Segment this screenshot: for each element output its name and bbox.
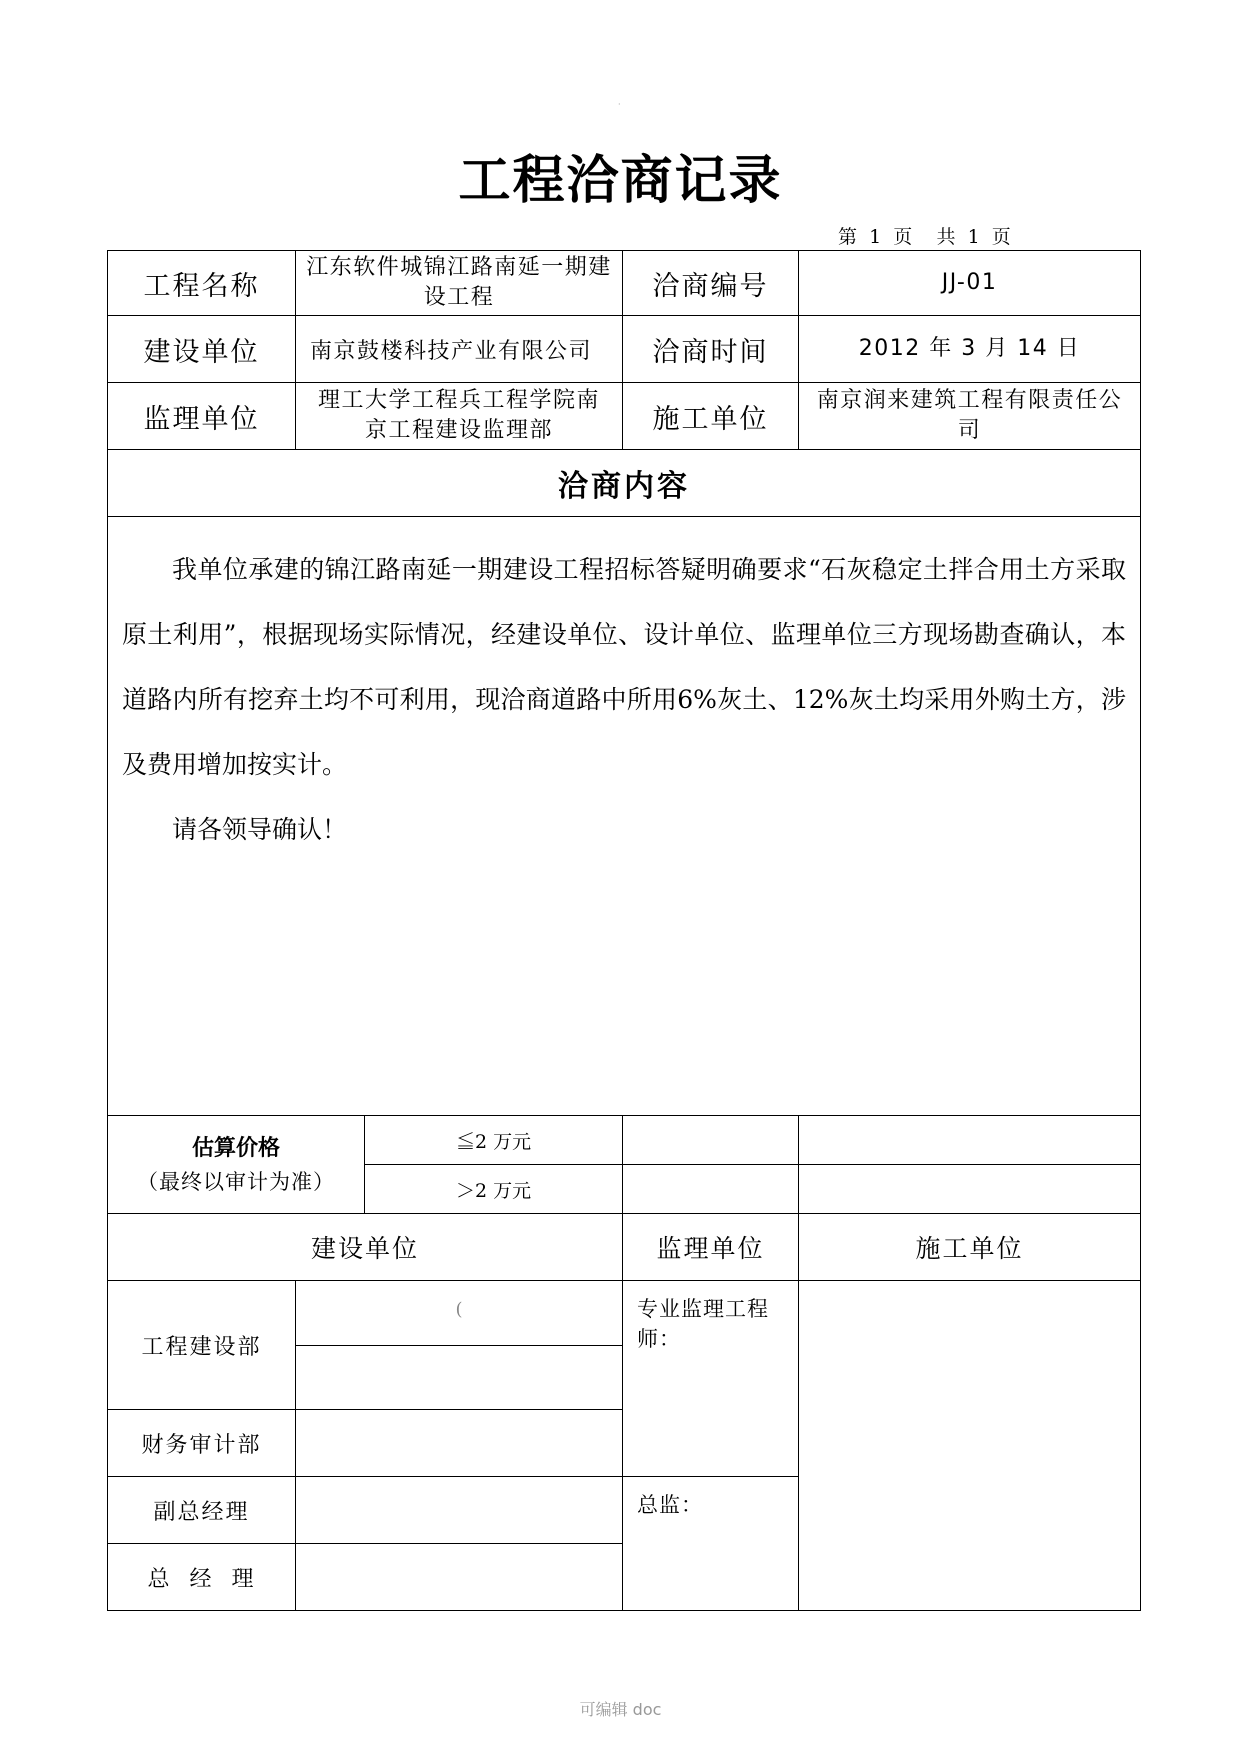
page-total: 1	[967, 226, 980, 248]
page-label: 共	[936, 226, 956, 248]
supervisor-value: 理工大学工程兵工程学院南京工程建设监理部	[296, 383, 623, 450]
content-heading: 洽商内容	[108, 450, 1141, 517]
estimate-option-2-note	[799, 1165, 1141, 1214]
finance-dept-signature	[296, 1410, 623, 1477]
page-current: 1	[869, 226, 882, 248]
estimate-label	[108, 1116, 365, 1214]
deputy-gm-label: 副总经理	[108, 1477, 296, 1544]
engineering-dept-label: 工程建设部	[108, 1281, 296, 1410]
supervisor-signature-head: 监理单位	[623, 1214, 799, 1281]
negotiation-no-value: JJ-01	[799, 251, 1141, 316]
page-label: 页	[991, 226, 1011, 248]
estimate-option-2-value	[623, 1165, 799, 1214]
finance-dept-label: 财务审计部	[108, 1410, 296, 1477]
contractor-signature-field	[799, 1281, 1141, 1611]
content-body	[108, 517, 1141, 1116]
builder-signature-head: 建设单位	[108, 1214, 623, 1281]
estimate-option-1-value	[623, 1116, 799, 1165]
negotiation-record-table	[107, 250, 1141, 1611]
project-name-label: 工程名称	[108, 251, 296, 316]
builder-value: 南京鼓楼科技产业有限公司	[296, 316, 623, 383]
gm-signature	[296, 1544, 623, 1611]
header-dot: ·	[618, 100, 621, 109]
chief-supervisor-field: 总监：	[623, 1477, 799, 1611]
deputy-gm-signature	[296, 1477, 623, 1544]
estimate-option-1-note	[799, 1116, 1141, 1165]
builder-label: 建设单位	[108, 316, 296, 383]
page-number	[838, 222, 1011, 249]
supervising-engineer-field: 专业监理工程师：	[623, 1281, 799, 1477]
estimate-option-2: ＞2 万元	[365, 1165, 623, 1214]
supervisor-label: 监理单位	[108, 383, 296, 450]
negotiation-time-label: 洽商时间	[623, 316, 799, 383]
contractor-label: 施工单位	[623, 383, 799, 450]
page-label: 第	[838, 226, 858, 248]
content-paragraph: 我单位承建的锦江路南延一期建设工程招标答疑明确要求“石灰稳定土拌合用土方采取原土利用”，根据现场实际情况，经建设单位、设计单位、监理单位三方现场勘查确认，本道路内所有挖弃土均不可利用，现洽商道路中所用6%灰土、12%灰土均采用外购土方，涉及费用增加按实计。	[122, 555, 1127, 779]
negotiation-time-value: 2012 年 3 月 14 日	[799, 316, 1141, 383]
negotiation-no-label: 洽商编号	[623, 251, 799, 316]
engineering-dept-signature-2	[296, 1346, 623, 1410]
estimate-subtitle: （最终以审计为准）	[137, 1169, 335, 1194]
content-paragraph: 请各领导确认！	[172, 815, 348, 844]
footer-watermark: 可编辑 doc	[579, 1700, 662, 1719]
page-label: 页	[893, 226, 913, 248]
engineering-dept-signature-1: (	[296, 1281, 623, 1346]
estimate-title: 估算价格	[191, 1134, 280, 1161]
contractor-signature-head: 施工单位	[799, 1214, 1141, 1281]
contractor-value: 南京润来建筑工程有限责任公司	[799, 383, 1141, 450]
estimate-option-1: ≦2 万元	[365, 1116, 623, 1165]
project-name-value: 江东软件城锦江路南延一期建设工程	[296, 251, 623, 316]
gm-label: 总 经 理	[108, 1544, 296, 1611]
document-title: 工程洽商记录	[458, 151, 783, 211]
